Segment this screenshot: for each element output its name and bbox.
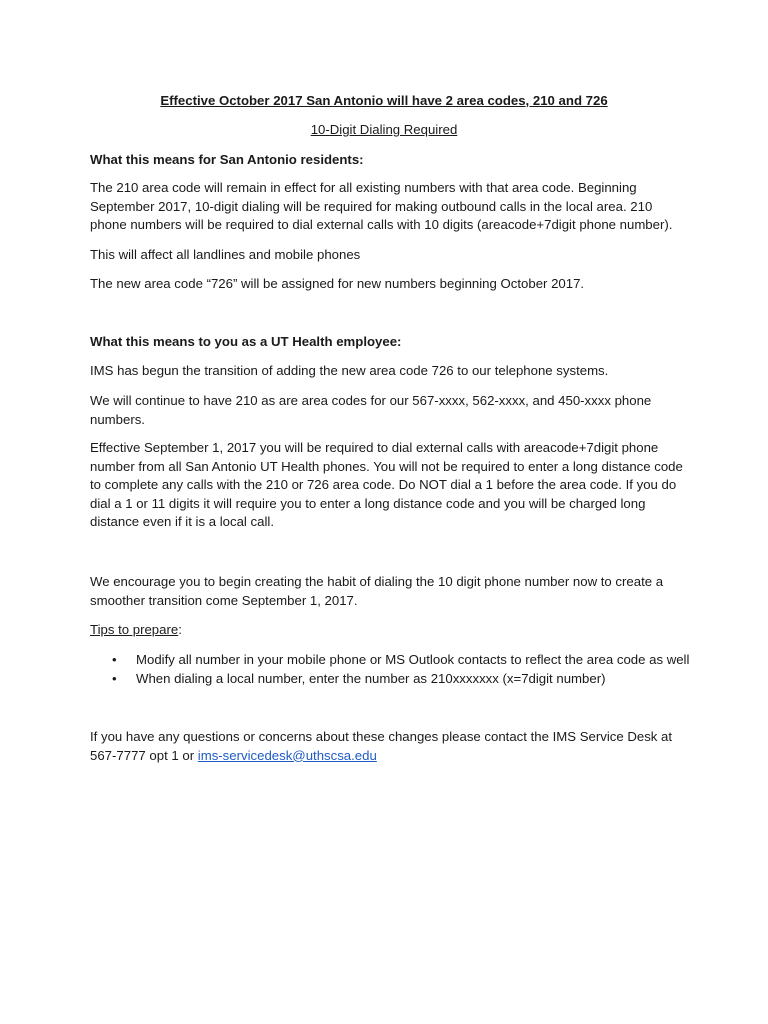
bullet-icon: • [112,652,117,667]
residents-paragraph-1: The 210 area code will remain in effect for all existing numbers with that area code. Beginning September 2017, 10-digit dialing will be required for making outbound calls in the local area. 210 phone numbers will be required to dial external calls with 10 digits (areacode+7digit phone number). [90,180,673,233]
encourage-paragraph: We encourage you to begin creating the habit of dialing the 10 digit phone number now to create a smoother transition come September 1, 2017. [90,574,664,608]
bullet-icon: • [112,671,117,686]
section-heading-employee: What this means to you as a UT Health employee: [90,334,402,349]
employee-paragraph-1: IMS has begun the transition of adding the new area code 726 to our telephone systems. [90,363,609,378]
email-link[interactable]: ims-servicedesk@uthscsa.edu [197,747,377,763]
document-title: Effective October 2017 San Antonio will have 2 area codes, 210 and 726 [160,93,608,108]
tips-heading [90,621,690,640]
tips-list [90,651,690,689]
contact-paragraph [90,728,690,765]
list-item [90,651,690,670]
list-item [90,670,690,689]
employee-paragraph-3: Effective September 1, 2017 you will be required to dial external calls with areacode+7digit phone number from all San Antonio UT Health phones. You will not be required to enter a long distance code to complete any calls with the 210 or 726 area code. Do NOT dial a 1 before the area code. If you do dial a 1 or 11 digits it will require you to enter a long distance code and you will be charged long distance even if it is a local call. [90,440,683,530]
tip-text: When dialing a local number, enter the number as 210xxxxxxx (x=7digit number) [136,671,606,686]
tips-label: Tips to prepare [90,622,179,637]
contact-text: If you have any questions or concerns about these changes please contact the IMS Service Desk at 567-7777 opt 1 or [90,729,673,763]
tips-colon: : [178,622,182,637]
tip-text: Modify all number in your mobile phone or MS Outlook contacts to reflect the area code as well [136,652,690,667]
document-subtitle: 10-Digit Dialing Required [310,122,458,137]
section-heading-residents: What this means for San Antonio residents: [90,152,364,167]
residents-paragraph-3: The new area code “726” will be assigned for new numbers beginning October 2017. [90,276,585,291]
employee-paragraph-2: We will continue to have 210 as are area codes for our 567-xxxx, 562-xxxx, and 450-xxxx phone numbers. [90,393,652,427]
residents-paragraph-2: This will affect all landlines and mobile phones [90,247,361,262]
